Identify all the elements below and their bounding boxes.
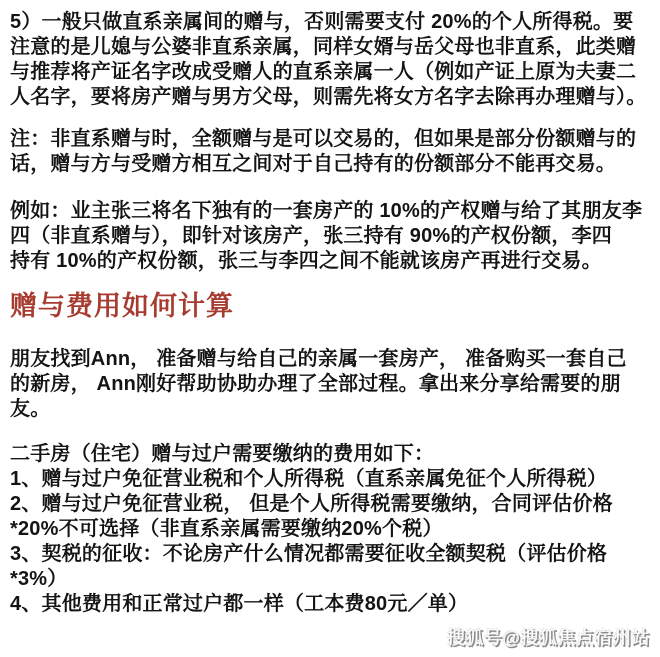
text-line: 注：非直系赠与时，全额赠与是可以交易的，但如果是部分份额赠与的	[10, 128, 637, 150]
text-line: 持有 10%的产权份额，张三与李四之间不能就该房产再进行交易。	[10, 250, 602, 272]
fees-list-item-1: 1、赠与过户免征营业税和个人所得税（直系亲属免征个人所得税）	[10, 468, 608, 490]
text-line: 四（非直系赠与），即针对该房产，张三持有 90%的产权份额，李四	[10, 225, 612, 247]
paragraph-example	[10, 199, 652, 274]
text-line: 朋友找到Ann， 准备赠与给自己的亲属一套房产， 准备购买一套自己	[10, 348, 627, 370]
sohu-watermark: 搜狐号@搜狐焦点宿州站	[446, 628, 650, 648]
fees-list-item-3-continued: *3%）	[10, 568, 68, 590]
paragraph-note	[10, 127, 652, 177]
text-line: 话，赠与方与受赠方相互之间对于自己持有的份额部分不能再交易。	[10, 153, 616, 175]
paragraph-gift-rule	[10, 10, 652, 110]
text-line: 例如：业主张三将名下独有的一套房产的 10%的产权赠与给了其朋友李	[10, 200, 643, 222]
fees-list	[10, 442, 652, 617]
fees-list-item-3: 3、契税的征收：不论房产什么情况都需要征收全额契税（评估价格	[10, 543, 608, 565]
fees-list-item-2-continued: *20%不可选择（非直系亲属需要缴纳20%个税）	[10, 518, 443, 540]
text-line: 人名字，要将房产赠与男方父母，则需先将女方名字去除再办理赠与）。	[10, 86, 647, 108]
text-line: 与推荐将产证名字改成受赠人的直系亲属一人（例如产证上原为夫妻二	[10, 61, 637, 83]
fees-list-title: 二手房（住宅）赠与过户需要缴纳的费用如下：	[10, 443, 435, 465]
text-line: 注意的是儿媳与公婆非直系亲属，同样女婿与岳父母也非直系，此类赠	[10, 36, 637, 58]
fees-list-item-4: 4、其他费用和正常过户都一样（工本费80元／单）	[10, 593, 469, 615]
paragraph-intro	[10, 347, 652, 422]
text-line: 的新房， Ann刚好帮助协助办理了全部过程。拿出来分享给需要的朋友。	[10, 373, 621, 420]
text-line: 5）一般只做直系亲属间的赠与，否则需要支付 20%的个人所得税。要	[10, 11, 634, 33]
fees-list-item-2: 2、赠与过户免征营业税， 但是个人所得税需要缴纳，合同评估价格	[10, 493, 613, 515]
section-heading-gift-fees: 赠与费用如何计算	[10, 291, 234, 321]
